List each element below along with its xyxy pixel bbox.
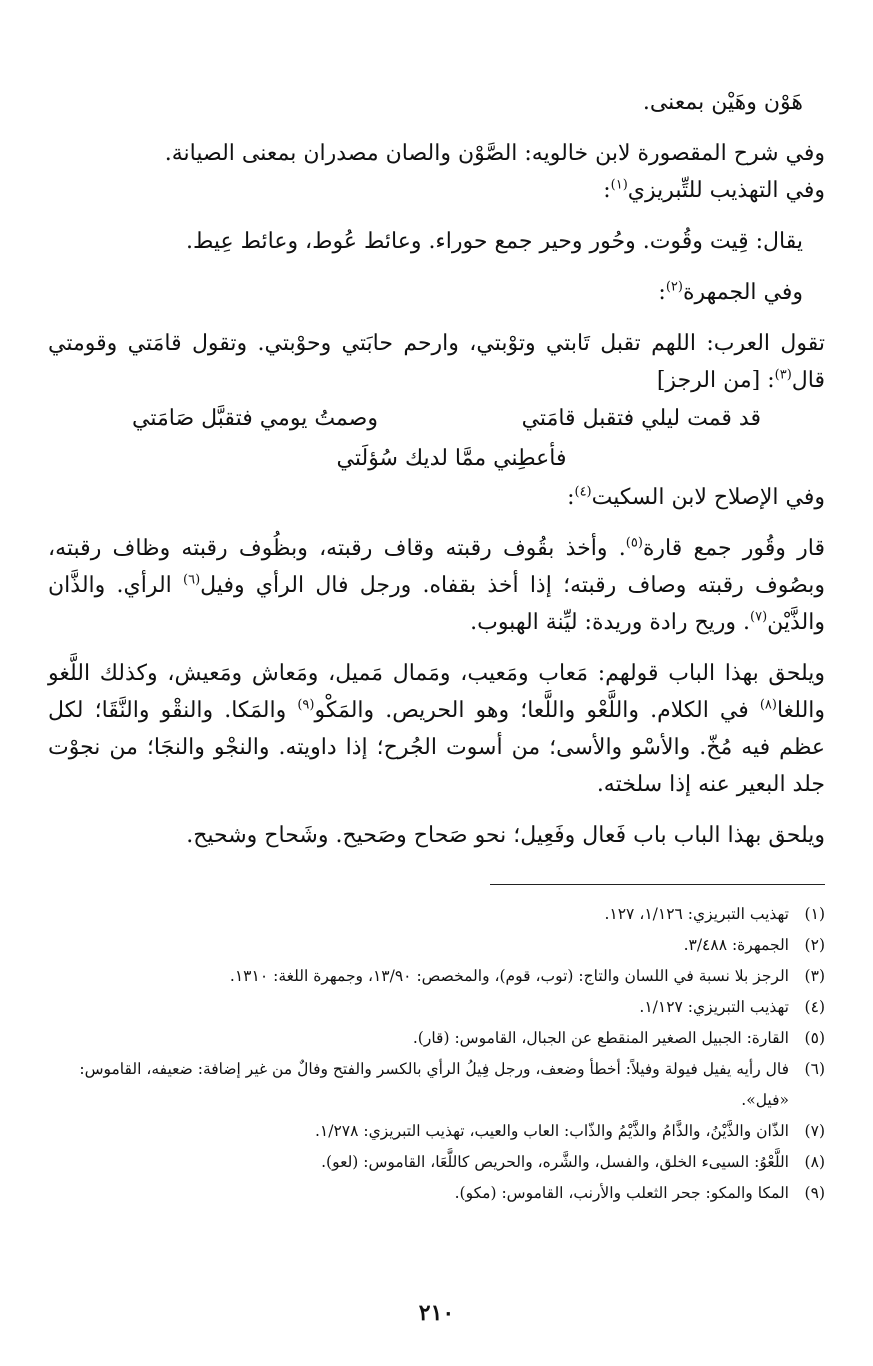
footnote-ref-1: (١) [610,177,628,193]
footnote-number: (٢) [804,936,825,954]
paragraph-7-tail: : [567,485,575,510]
paragraph-6 [48,325,825,399]
footnote-5 [48,1023,825,1054]
footnote-ref-8: (٨) [759,697,777,713]
verse-2-text: فأعطِني ممَّا لديك سُؤلَتي [336,446,567,471]
footnote-number: (٧) [804,1122,825,1140]
paragraph-9-text-c: والمَكا. والنقْو والنَّقَا؛ لكل عظم فيه مُخّ. والأسْو والأسى؛ من أسوت الجُرح؛ إذا داويته. والنجْو والنجَا؛ من نجوْت جلد البعير عنه إذا سلخته. [48,698,825,797]
paragraph-10 [48,817,825,854]
paragraph-5-tail: : [658,280,666,305]
footnotes [48,899,825,1209]
paragraph-8-text-d: . وريح رادة وريدة: ليِّنة الهبوب. [470,610,750,635]
footnote-4 [48,992,825,1023]
footnote-number: (١) [804,905,825,923]
paragraph-8-text-b: . وأخذ بقُوف رقبته وقاف رقبته، وبظُوف رقبته وظاف رقبته، وبصُوف رقبته وصاف رقبته؛ إذا أخذ بقفاه. ورجل فال الرأي وفيل [48,536,825,598]
footnote-separator [490,884,825,885]
verse-1-second-hemistich: وصمتُ يومي فتقبَّل صَامَتي [132,406,378,431]
footnote-text: تهذيب التبريزي: ١/١٢٦، ١٢٧. [604,905,789,923]
paragraph-9-text-b: في الكلام. واللَّعْو واللَّعا؛ وهو الحريص. والمَكْو [314,698,760,723]
footnote-ref-3: (٣) [774,367,792,383]
footnote-8 [48,1147,825,1178]
verse-line-1 [48,399,825,439]
verse-line-2 [48,439,825,479]
footnote-ref-7: (٧) [750,609,768,625]
paragraph-4 [48,223,825,260]
paragraph-6-text: تقول العرب: اللهم تقبل تَابتي وتوْبتي، وارحم حابَتي وحوْبتي. وتقول قامَتي وقومتي قال [48,331,825,393]
footnote-text: الجمهرة: ٣/٤٨٨. [683,936,789,954]
footnote-ref-6: (٦) [183,572,201,588]
footnote-text: المكا والمكو: جحر الثعلب والأرنب، القاموس: (مكو). [454,1184,789,1202]
paragraph-8-text-a: قار وقُور جمع قارة [642,536,825,561]
footnote-9 [48,1178,825,1209]
paragraph-8-text-c: الرأي. والذَّان والذَّيْن [48,573,825,635]
paragraph-4-text: يقال: قِيت وقُوت. وحُور وحير جمع حوراء. وعائط عُوط، وعائط عِيط. [185,229,803,254]
paragraph-9-text-a: ويلحق بهذا الباب قولهم: مَعاب ومَعيب، ومَمال مَميل، ومَعاش ومَعيش، وكذلك اللَّغو واللغا [48,661,826,723]
paragraph-2 [48,135,825,172]
footnote-text: اللَّعْوُ: السيىء الخلق، والفسل، والشَّره، والحريص كاللَّعَا، القاموس: (لعو). [321,1153,789,1171]
footnote-1 [48,899,825,930]
footnote-ref-4: (٤) [574,484,592,500]
footnote-number: (٦) [804,1060,825,1078]
paragraph-3 [48,172,825,209]
footnote-6 [48,1054,825,1116]
page-number: ٢١٠ [418,1300,455,1326]
paragraph-3-text: وفي التهذيب للتِّبريزي [627,178,825,203]
footnote-text: الرجز بلا نسبة في اللسان والتاج: (توب، قوم)، والمخصص: ١٣/٩٠، وجمهرة اللغة: ١٣١٠. [229,967,789,985]
paragraph-9 [48,655,825,803]
footnote-text: فال رأيه يفيل فيولة وفيلاً: أخطأ وضعف، ورجل فِيلُ الرأي بالكسر والفتح وفالٌ من غير إضافة: ضعيفه، القاموس: «فيل». [79,1060,789,1109]
paragraph-1-text: هَوْن وهَيْن بمعنى. [642,90,803,115]
footnote-text: القارة: الجبيل الصغير المنقطع عن الجبال، القاموس: (قار). [412,1029,789,1047]
paragraph-1 [48,84,825,121]
paragraph-7 [48,479,825,516]
footnote-number: (٩) [804,1184,825,1202]
footnote-ref-9: (٩) [297,697,315,713]
paragraph-5 [48,274,825,311]
paragraph-10-text: ويلحق بهذا الباب باب فَعال وفَعِيل؛ نحو صَحاح وصَحيح. وشَحاح وشحيح. [186,823,825,848]
paragraph-6-meter: : [من الرجز] [656,368,775,393]
footnote-7 [48,1116,825,1147]
paragraph-8 [48,530,825,641]
footnote-3 [48,961,825,992]
main-text [48,84,825,854]
footnote-ref-2: (٢) [665,279,683,295]
footnote-text: تهذيب التبريزي: ١/١٢٧. [639,998,789,1016]
paragraph-2-text: وفي شرح المقصورة لابن خالويه: الصَّوْن والصان مصدران بمعنى الصيانة. [164,141,825,166]
book-page [48,84,825,1366]
verse-1-first-hemistich: قد قمت ليلي فتقبل قامَتي [521,406,761,431]
paragraph-7-text: وفي الإصلاح لابن السكيت [591,485,825,510]
footnote-ref-5: (٥) [625,535,643,551]
paragraph-5-text: وفي الجمهرة [682,280,803,305]
footnote-number: (٨) [804,1153,825,1171]
paragraph-3-tail: : [603,178,611,203]
footnote-number: (٥) [804,1029,825,1047]
footnote-2 [48,930,825,961]
footnote-text: الذّان والذَّيْنُ، والذَّامُ والذَّيْمُ والذّاب: العاب والعيب، تهذيب التبريزي: ١/٢٧٨. [314,1122,789,1140]
footnote-number: (٤) [804,998,825,1016]
footnote-number: (٣) [804,967,825,985]
